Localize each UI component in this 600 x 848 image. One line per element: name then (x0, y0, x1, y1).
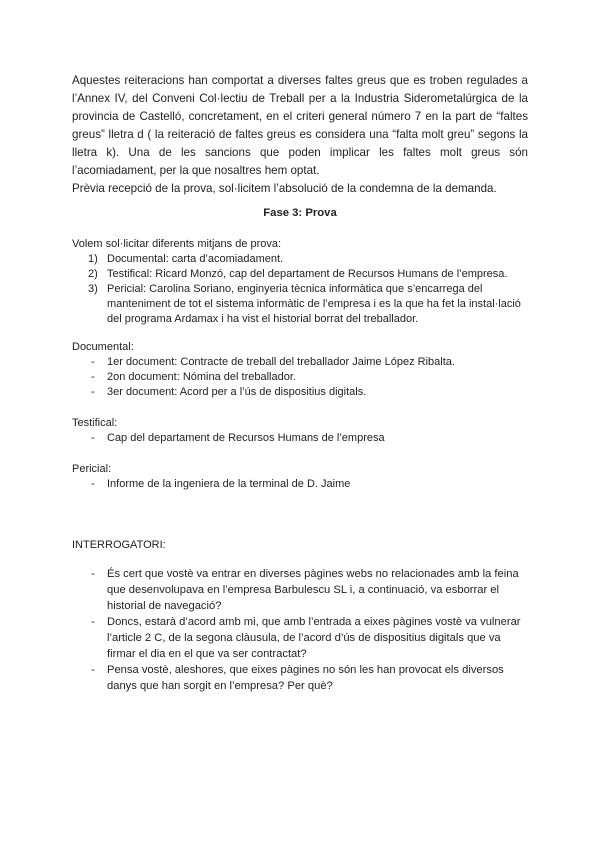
list-number: 3) (88, 283, 98, 295)
list-item-text: Pensa vostè, aleshores, que eixes pàgines no són les han provocat els diversos danys que han sorgit en l’empresa? Per què? (107, 664, 504, 692)
pericial-list (72, 477, 528, 492)
list-number: 1) (88, 253, 98, 265)
list-item (72, 431, 528, 446)
list-item (72, 385, 528, 400)
list-item-text: Cap del departament de Recursos Humans de l’empresa (107, 432, 385, 444)
list-item (72, 370, 528, 385)
proofs-section (72, 237, 528, 327)
bullet-dash: - (91, 616, 95, 628)
list-item-text: 1er document: Contracte de treball del treballador Jaime López Ribalta. (107, 356, 455, 368)
list-item (72, 566, 528, 614)
bullet-dash: - (91, 568, 95, 580)
list-item (72, 477, 528, 492)
documental-list (72, 355, 528, 400)
list-item-text: Pericial: Carolina Soriano, enginyeria tècnica informàtica que s’encarrega del manteniment de tot el sistema informàtic de l’empresa i es la que ha fet la instal·lació del programa Ardamax i ha vist el historial borrat del treballador. (107, 283, 521, 325)
testifical-lead: Testifical: (72, 417, 118, 429)
list-item-text: Informe de la ingeniera de la terminal de D. Jaime (107, 478, 351, 490)
list-item (72, 662, 528, 694)
list-item-text: Documental: carta d’acomiadament. (107, 253, 284, 265)
list-item-text: Doncs, estarà d’acord amb mi, que amb l’entrada a eixes pàgines vostè va vulnerar l’article 2 C, de la segona clàusula, de l’acord d’ús de dispositius digitals que va firmar el dia en el que va ser contractat? (107, 616, 521, 660)
list-item-text: És cert que vostè va entrar en diverses pàgines webs no relacionades amb la feina que desenvolupava en l’empresa Barbulescu SL i, a continuació, va esborrar el historial de navegació? (107, 568, 519, 612)
bullet-dash: - (91, 478, 95, 490)
intro-paragraph-2: Prèvia recepció de la prova, sol·licitem l’absolució de la condemna de la demanda. (72, 182, 497, 195)
section-heading: Fase 3: Prova (263, 207, 337, 219)
list-number: 2) (88, 268, 98, 280)
bullet-dash: - (91, 356, 95, 368)
interrogatori-lead: INTERROGATORI: (72, 539, 166, 551)
pericial-section (72, 462, 528, 492)
intro-section (72, 72, 528, 198)
pericial-lead: Pericial: (72, 463, 112, 475)
bullet-dash: - (91, 371, 95, 383)
list-item (72, 355, 528, 370)
list-item (72, 282, 528, 327)
intro-paragraph: Aquestes reiteracions han comportat a diverses faltes greus que es troben regulades a l’Annex IV, del Conveni Col·lectiu de Treball per a la Industria Siderometalúrgica de la provincia de Castelló, concretament, en el criteri general número 7 en la part de “faltes greus” lletra d ( la reiteració de faltes greus es considera una “falta molt greu” segons la lletra k). Una de les sancions que poden implicar les faltes molt greus són l’acomiadament, per la que nosaltres hem optat. (72, 74, 528, 177)
interrogatori-list (72, 566, 528, 694)
list-item-text: 3er document: Acord per a l’ús de dispositius digitals. (107, 386, 367, 398)
bullet-dash: - (91, 664, 95, 676)
list-item-text: Testifical: Ricard Monzó, cap del departament de Recursos Humans de l’empresa. (107, 268, 508, 280)
bullet-dash: - (91, 432, 95, 444)
list-item (72, 267, 528, 282)
proofs-lead: Volem sol·licitar diferents mitjans de prova: (72, 238, 282, 250)
proofs-list (72, 252, 528, 327)
list-item (72, 252, 528, 267)
testifical-list (72, 431, 528, 446)
documental-section (72, 340, 528, 400)
list-item (72, 614, 528, 662)
documental-lead: Documental: (72, 341, 134, 353)
list-item-text: 2on document: Nómina del treballador. (107, 371, 296, 383)
bullet-dash: - (91, 386, 95, 398)
interrogatori-heading-block (72, 538, 528, 553)
interrogatori-section (72, 566, 528, 694)
testifical-section (72, 416, 528, 446)
